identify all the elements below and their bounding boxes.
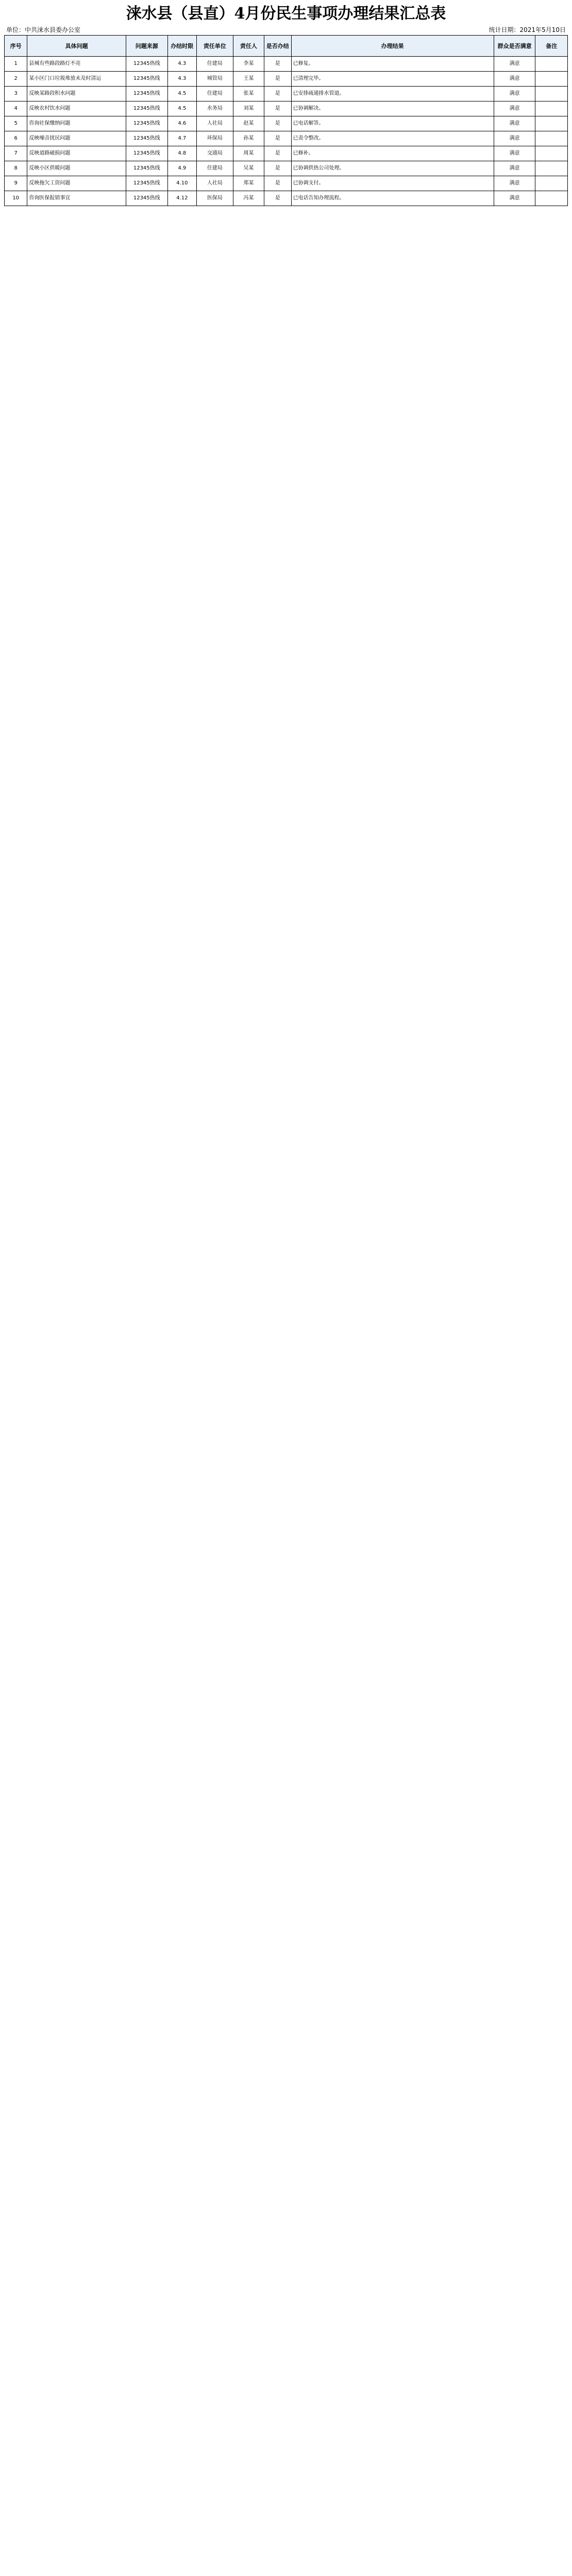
header-done: 是否办结	[264, 36, 291, 57]
header-person: 责任人	[233, 36, 264, 57]
row-remark	[535, 57, 568, 72]
document-meta	[4, 25, 568, 35]
row-result: 已协调解决。	[291, 101, 494, 116]
table-header-row	[5, 36, 568, 57]
row-number: 4	[5, 101, 27, 116]
header-source: 问题来源	[126, 36, 167, 57]
row-source: 12345热线	[126, 161, 167, 176]
row-completed: 是	[264, 57, 291, 72]
row-number: 5	[5, 116, 27, 131]
header-satisfied: 群众是否满意	[494, 36, 535, 57]
row-result: 已协调支付。	[291, 176, 494, 191]
row-department: 交通局	[197, 146, 233, 161]
row-remark	[535, 101, 568, 116]
date-label: 统计日期：2021年5月10日	[489, 26, 566, 33]
row-satisfaction: 满意	[494, 72, 535, 87]
row-completed: 是	[264, 72, 291, 87]
row-time-limit: 4.12	[167, 191, 196, 206]
header-limit: 办结时限	[167, 36, 196, 57]
row-remark	[535, 161, 568, 176]
row-time-limit: 4.8	[167, 146, 196, 161]
row-remark	[535, 131, 568, 146]
row-number: 10	[5, 191, 27, 206]
row-department: 住建局	[197, 161, 233, 176]
row-issue: 咨询医保报销事宜	[27, 191, 126, 206]
row-remark	[535, 72, 568, 87]
row-person: 孙某	[233, 131, 264, 146]
row-issue: 反映小区供暖问题	[27, 161, 126, 176]
row-person: 张某	[233, 87, 264, 101]
row-result: 已协调供热公司处理。	[291, 161, 494, 176]
row-satisfaction: 满意	[494, 87, 535, 101]
table-row	[5, 57, 568, 72]
row-result: 已清理完毕。	[291, 72, 494, 87]
row-number: 2	[5, 72, 27, 87]
row-remark	[535, 191, 568, 206]
row-number: 1	[5, 57, 27, 72]
row-source: 12345热线	[126, 116, 167, 131]
table-row	[5, 161, 568, 176]
row-time-limit: 4.9	[167, 161, 196, 176]
row-satisfaction: 满意	[494, 146, 535, 161]
table-row	[5, 72, 568, 87]
row-remark	[535, 146, 568, 161]
header-dept: 责任单位	[197, 36, 233, 57]
row-department: 环保局	[197, 131, 233, 146]
row-number: 8	[5, 161, 27, 176]
row-remark	[535, 87, 568, 101]
row-source: 12345热线	[126, 57, 167, 72]
row-person: 刘某	[233, 101, 264, 116]
row-person: 郑某	[233, 176, 264, 191]
row-source: 12345热线	[126, 146, 167, 161]
table-row	[5, 191, 568, 206]
row-issue: 某小区门口垃圾堆放未及时清运	[27, 72, 126, 87]
row-number: 6	[5, 131, 27, 146]
row-source: 12345热线	[126, 101, 167, 116]
row-issue: 反映某路段积水问题	[27, 87, 126, 101]
table-row	[5, 146, 568, 161]
row-department: 医保局	[197, 191, 233, 206]
row-time-limit: 4.3	[167, 72, 196, 87]
row-issue: 反映噪音扰民问题	[27, 131, 126, 146]
row-time-limit: 4.6	[167, 116, 196, 131]
row-completed: 是	[264, 191, 291, 206]
row-person: 王某	[233, 72, 264, 87]
row-issue: 县城有些路段路灯不亮	[27, 57, 126, 72]
row-result: 已修复。	[291, 57, 494, 72]
row-time-limit: 4.3	[167, 57, 196, 72]
row-completed: 是	[264, 101, 291, 116]
row-person: 冯某	[233, 191, 264, 206]
row-completed: 是	[264, 131, 291, 146]
table-row	[5, 116, 568, 131]
row-department: 人社局	[197, 176, 233, 191]
unit-label: 单位：中共涞水县委办公室	[6, 26, 81, 33]
row-satisfaction: 满意	[494, 161, 535, 176]
row-source: 12345热线	[126, 191, 167, 206]
row-department: 住建局	[197, 87, 233, 101]
row-result: 已责令整改。	[291, 131, 494, 146]
row-completed: 是	[264, 146, 291, 161]
row-department: 住建局	[197, 57, 233, 72]
row-issue: 反映农村饮水问题	[27, 101, 126, 116]
row-issue: 咨询社保缴纳问题	[27, 116, 126, 131]
row-time-limit: 4.5	[167, 101, 196, 116]
row-completed: 是	[264, 176, 291, 191]
table-body	[5, 57, 568, 206]
row-source: 12345热线	[126, 87, 167, 101]
table-row	[5, 176, 568, 191]
row-satisfaction: 满意	[494, 191, 535, 206]
row-satisfaction: 满意	[494, 176, 535, 191]
table-row	[5, 101, 568, 116]
row-time-limit: 4.5	[167, 87, 196, 101]
row-satisfaction: 满意	[494, 116, 535, 131]
header-no: 序号	[5, 36, 27, 57]
row-time-limit: 4.10	[167, 176, 196, 191]
row-issue: 反映拖欠工资问题	[27, 176, 126, 191]
row-completed: 是	[264, 161, 291, 176]
header-issue: 具体问题	[27, 36, 126, 57]
row-person: 周某	[233, 146, 264, 161]
row-satisfaction: 满意	[494, 57, 535, 72]
header-remark: 备注	[535, 36, 568, 57]
row-person: 赵某	[233, 116, 264, 131]
row-number: 9	[5, 176, 27, 191]
row-issue: 反映道路破损问题	[27, 146, 126, 161]
row-remark	[535, 176, 568, 191]
summary-table	[4, 35, 568, 206]
document-title: 涞水县（县直）4月份民生事项办理结果汇总表	[126, 5, 446, 23]
row-source: 12345热线	[126, 176, 167, 191]
row-person: 吴某	[233, 161, 264, 176]
row-time-limit: 4.7	[167, 131, 196, 146]
row-remark	[535, 116, 568, 131]
row-completed: 是	[264, 87, 291, 101]
row-completed: 是	[264, 116, 291, 131]
row-result: 已安排疏通排水管道。	[291, 87, 494, 101]
row-source: 12345热线	[126, 131, 167, 146]
row-person: 李某	[233, 57, 264, 72]
row-satisfaction: 满意	[494, 131, 535, 146]
row-result: 已电话告知办理流程。	[291, 191, 494, 206]
row-result: 已修补。	[291, 146, 494, 161]
row-source: 12345热线	[126, 72, 167, 87]
row-number: 3	[5, 87, 27, 101]
header-result: 办理结果	[291, 36, 494, 57]
row-department: 人社局	[197, 116, 233, 131]
table-row	[5, 131, 568, 146]
row-department: 水务局	[197, 101, 233, 116]
row-result: 已电话解答。	[291, 116, 494, 131]
row-number: 7	[5, 146, 27, 161]
row-department: 城管局	[197, 72, 233, 87]
row-satisfaction: 满意	[494, 101, 535, 116]
table-row	[5, 87, 568, 101]
